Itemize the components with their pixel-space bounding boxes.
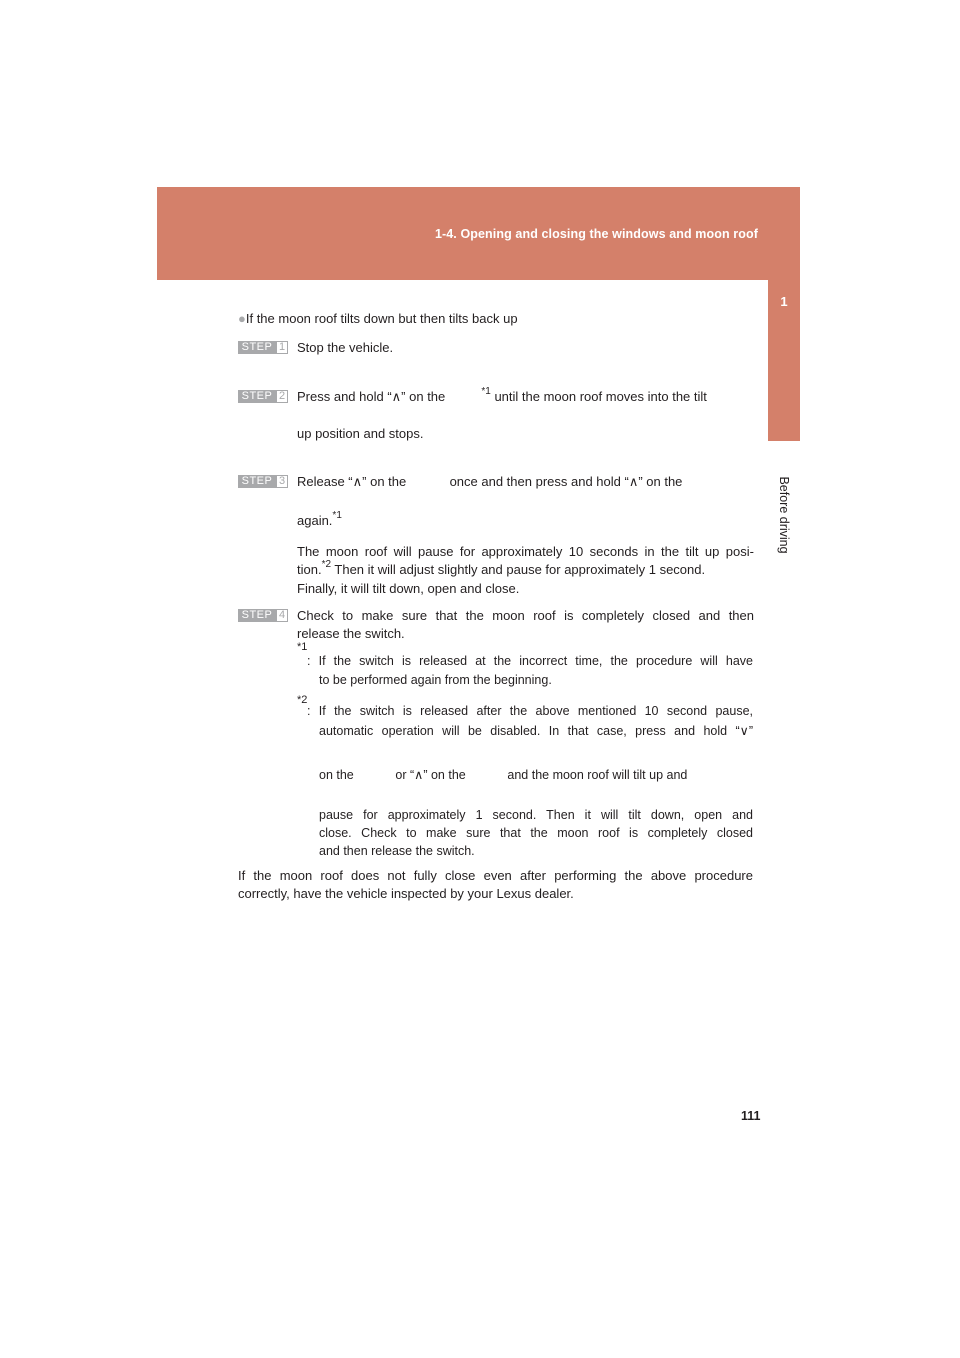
section-header bbox=[157, 187, 800, 280]
note-2-line-1: : If the switch is released after the above mentioned 10 second pause, bbox=[307, 704, 753, 718]
footnote-ref: *1 bbox=[332, 509, 342, 521]
note-2-line-2: automatic operation will be disabled. In that case, press and hold “∨” bbox=[319, 724, 753, 738]
note-1-marker: *1 bbox=[297, 641, 308, 653]
step-3-para-2b: Then it will adjust slightly and pause for approximately 1 second. bbox=[331, 562, 706, 577]
note-2-mark bbox=[297, 693, 308, 715]
closing-line-1: If the moon roof does not fully close even after performing the above procedure bbox=[238, 868, 753, 883]
step-2-line-1 bbox=[297, 385, 754, 406]
step-3-line-2 bbox=[297, 509, 342, 530]
step-3-para-2 bbox=[297, 558, 706, 579]
step-number: 2 bbox=[276, 390, 288, 403]
closing-line-2: correctly, have the vehicle inspected by your Lexus dealer. bbox=[238, 886, 574, 901]
chapter-tab bbox=[768, 280, 800, 441]
step-badge bbox=[238, 341, 290, 354]
chapter-number: 1 bbox=[780, 294, 788, 309]
step-number: 3 bbox=[276, 475, 288, 488]
bullet-heading bbox=[238, 310, 518, 328]
step-3-line-1: Release “∧” on the once and then press and hold “∧” on the bbox=[297, 474, 683, 489]
step-word: STEP bbox=[238, 341, 276, 354]
step-2-text-b: until the moon roof moves into the tilt bbox=[490, 389, 707, 404]
footnote-ref: *2 bbox=[321, 558, 332, 570]
step-number: 4 bbox=[276, 609, 288, 622]
step-3-para-2a: tion. bbox=[297, 562, 322, 577]
bullet-icon: ● bbox=[238, 311, 246, 326]
step-3-again: again. bbox=[297, 513, 333, 528]
chapter-label bbox=[769, 460, 799, 570]
note-2-line-3: on the or “∧” on the and the moon roof will tilt up and bbox=[319, 768, 688, 782]
note-1-line-2: to be performed again from the beginning. bbox=[319, 673, 552, 687]
step-1-text: Stop the vehicle. bbox=[297, 340, 394, 355]
step-word: STEP bbox=[238, 475, 276, 488]
step-badge bbox=[238, 390, 290, 403]
section-title: 1-4. Opening and closing the windows and moon roof bbox=[434, 227, 758, 241]
note-2-line-4: pause for approximately 1 second. Then it will tilt down, open and bbox=[319, 808, 753, 822]
note-2-line-5: close. Check to make sure that the moon roof is completely closed bbox=[319, 826, 753, 840]
step-2-text-a: Press and hold “∧” on the bbox=[297, 389, 446, 404]
note-1-mark bbox=[297, 641, 308, 663]
footnote-ref: *1 bbox=[481, 385, 491, 397]
step-number: 1 bbox=[276, 341, 288, 354]
step-badge bbox=[238, 475, 290, 488]
chapter-label-text: Before driving bbox=[777, 476, 791, 554]
step-badge bbox=[238, 609, 290, 622]
step-4-line-1: Check to make sure that the moon roof is completely closed and then bbox=[297, 608, 754, 623]
step-2-line-2: up position and stops. bbox=[297, 426, 424, 441]
step-word: STEP bbox=[238, 390, 276, 403]
page-number: 111 bbox=[741, 1109, 761, 1123]
note-2-marker: *2 bbox=[297, 693, 308, 706]
bullet-heading-text: If the moon roof tilts down but then tilts back up bbox=[245, 311, 518, 326]
step-4-line-2: release the switch. bbox=[297, 626, 405, 641]
note-1-line-1: : If the switch is released at the incorrect time, the procedure will have bbox=[307, 654, 753, 668]
step-3-para-1: The moon roof will pause for approximately 10 seconds in the tilt up posi- bbox=[297, 544, 754, 559]
step-word: STEP bbox=[238, 609, 276, 622]
step-3-para-3: Finally, it will tilt down, open and close. bbox=[297, 581, 520, 596]
note-2-line-6: and then release the switch. bbox=[319, 844, 475, 858]
